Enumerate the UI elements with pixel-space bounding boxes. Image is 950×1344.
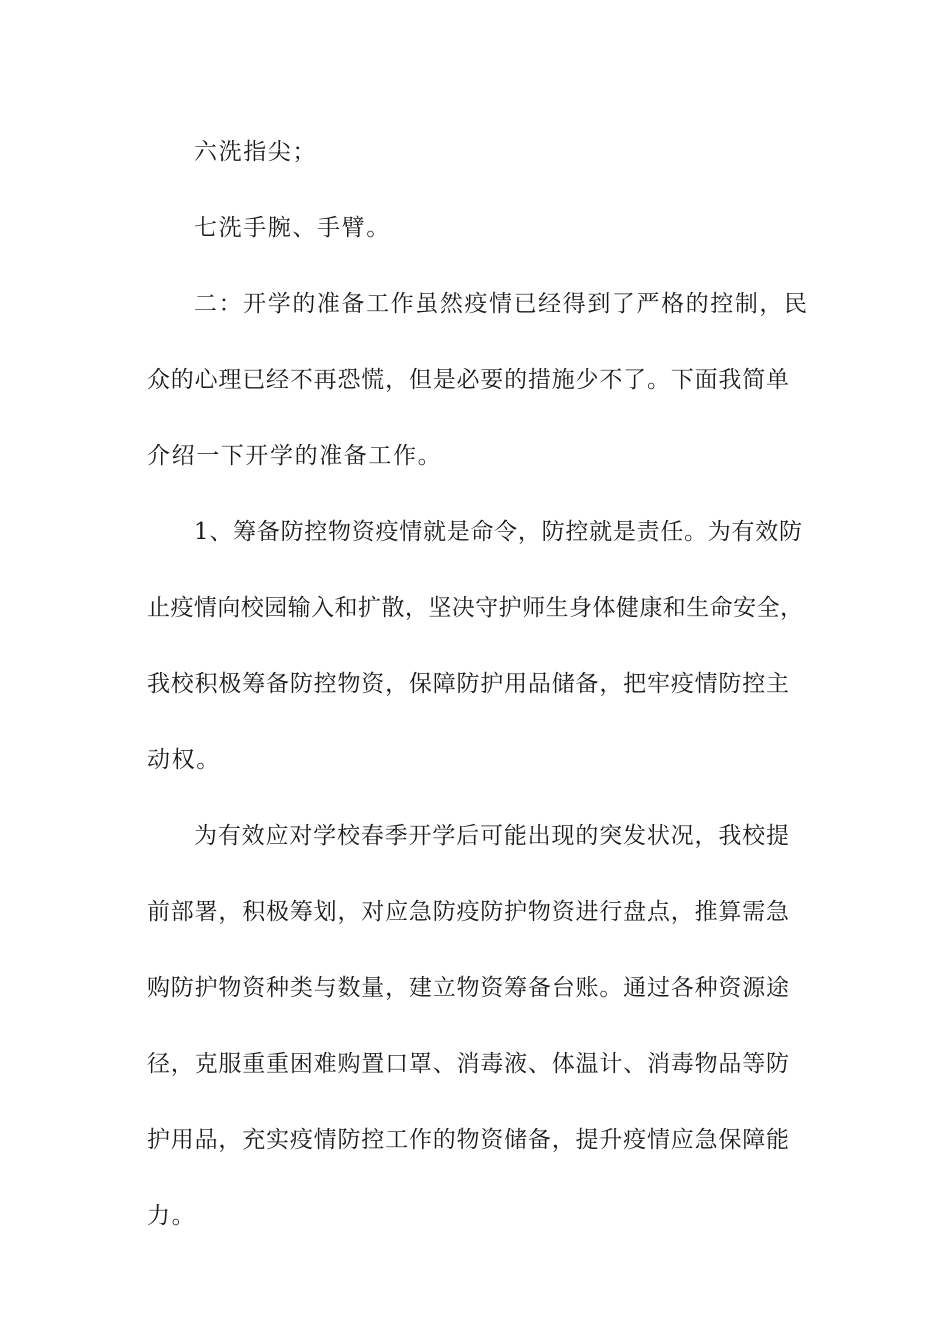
paragraph-line: 径，克服重重困难购置口罩、消毒液、体温计、消毒物品等防 bbox=[147, 1051, 789, 1077]
text-line-wash-fingertips: 六洗指尖； bbox=[194, 139, 317, 165]
paragraph-line: 介绍一下开学的准备工作。 bbox=[147, 443, 443, 469]
paragraph-line: 众的心理已经不再恐慌，但是必要的措施少不了。下面我简单 bbox=[147, 367, 789, 393]
paragraph-line: 1、筹备防控物资疫情就是命令，防控就是责任。为有效防 bbox=[194, 519, 802, 545]
paragraph-line: 动权。 bbox=[147, 747, 221, 773]
paragraph-line: 前部署，积极筹划，对应急防疫防护物资进行盘点，推算需急 bbox=[147, 899, 789, 925]
paragraph-line: 止疫情向校园输入和扩散，坚决守护师生身体健康和生命安全， bbox=[147, 595, 803, 621]
paragraph-line: 护用品，充实疫情防控工作的物资储备，提升疫情应急保障能 bbox=[147, 1127, 789, 1153]
paragraph-line: 二：开学的准备工作虽然疫情已经得到了严格的控制，民 bbox=[194, 291, 807, 317]
text-line-wash-wrist: 七洗手腕、手臂。 bbox=[194, 215, 391, 241]
paragraph-line: 为有效应对学校春季开学后可能出现的突发状况，我校提 bbox=[194, 823, 789, 849]
paragraph-line: 我校积极筹备防控物资，保障防护用品储备，把牢疫情防控主 bbox=[147, 671, 789, 697]
paragraph-line: 力。 bbox=[147, 1203, 197, 1229]
paragraph-line: 购防护物资种类与数量，建立物资筹备台账。通过各种资源途 bbox=[147, 975, 789, 1001]
